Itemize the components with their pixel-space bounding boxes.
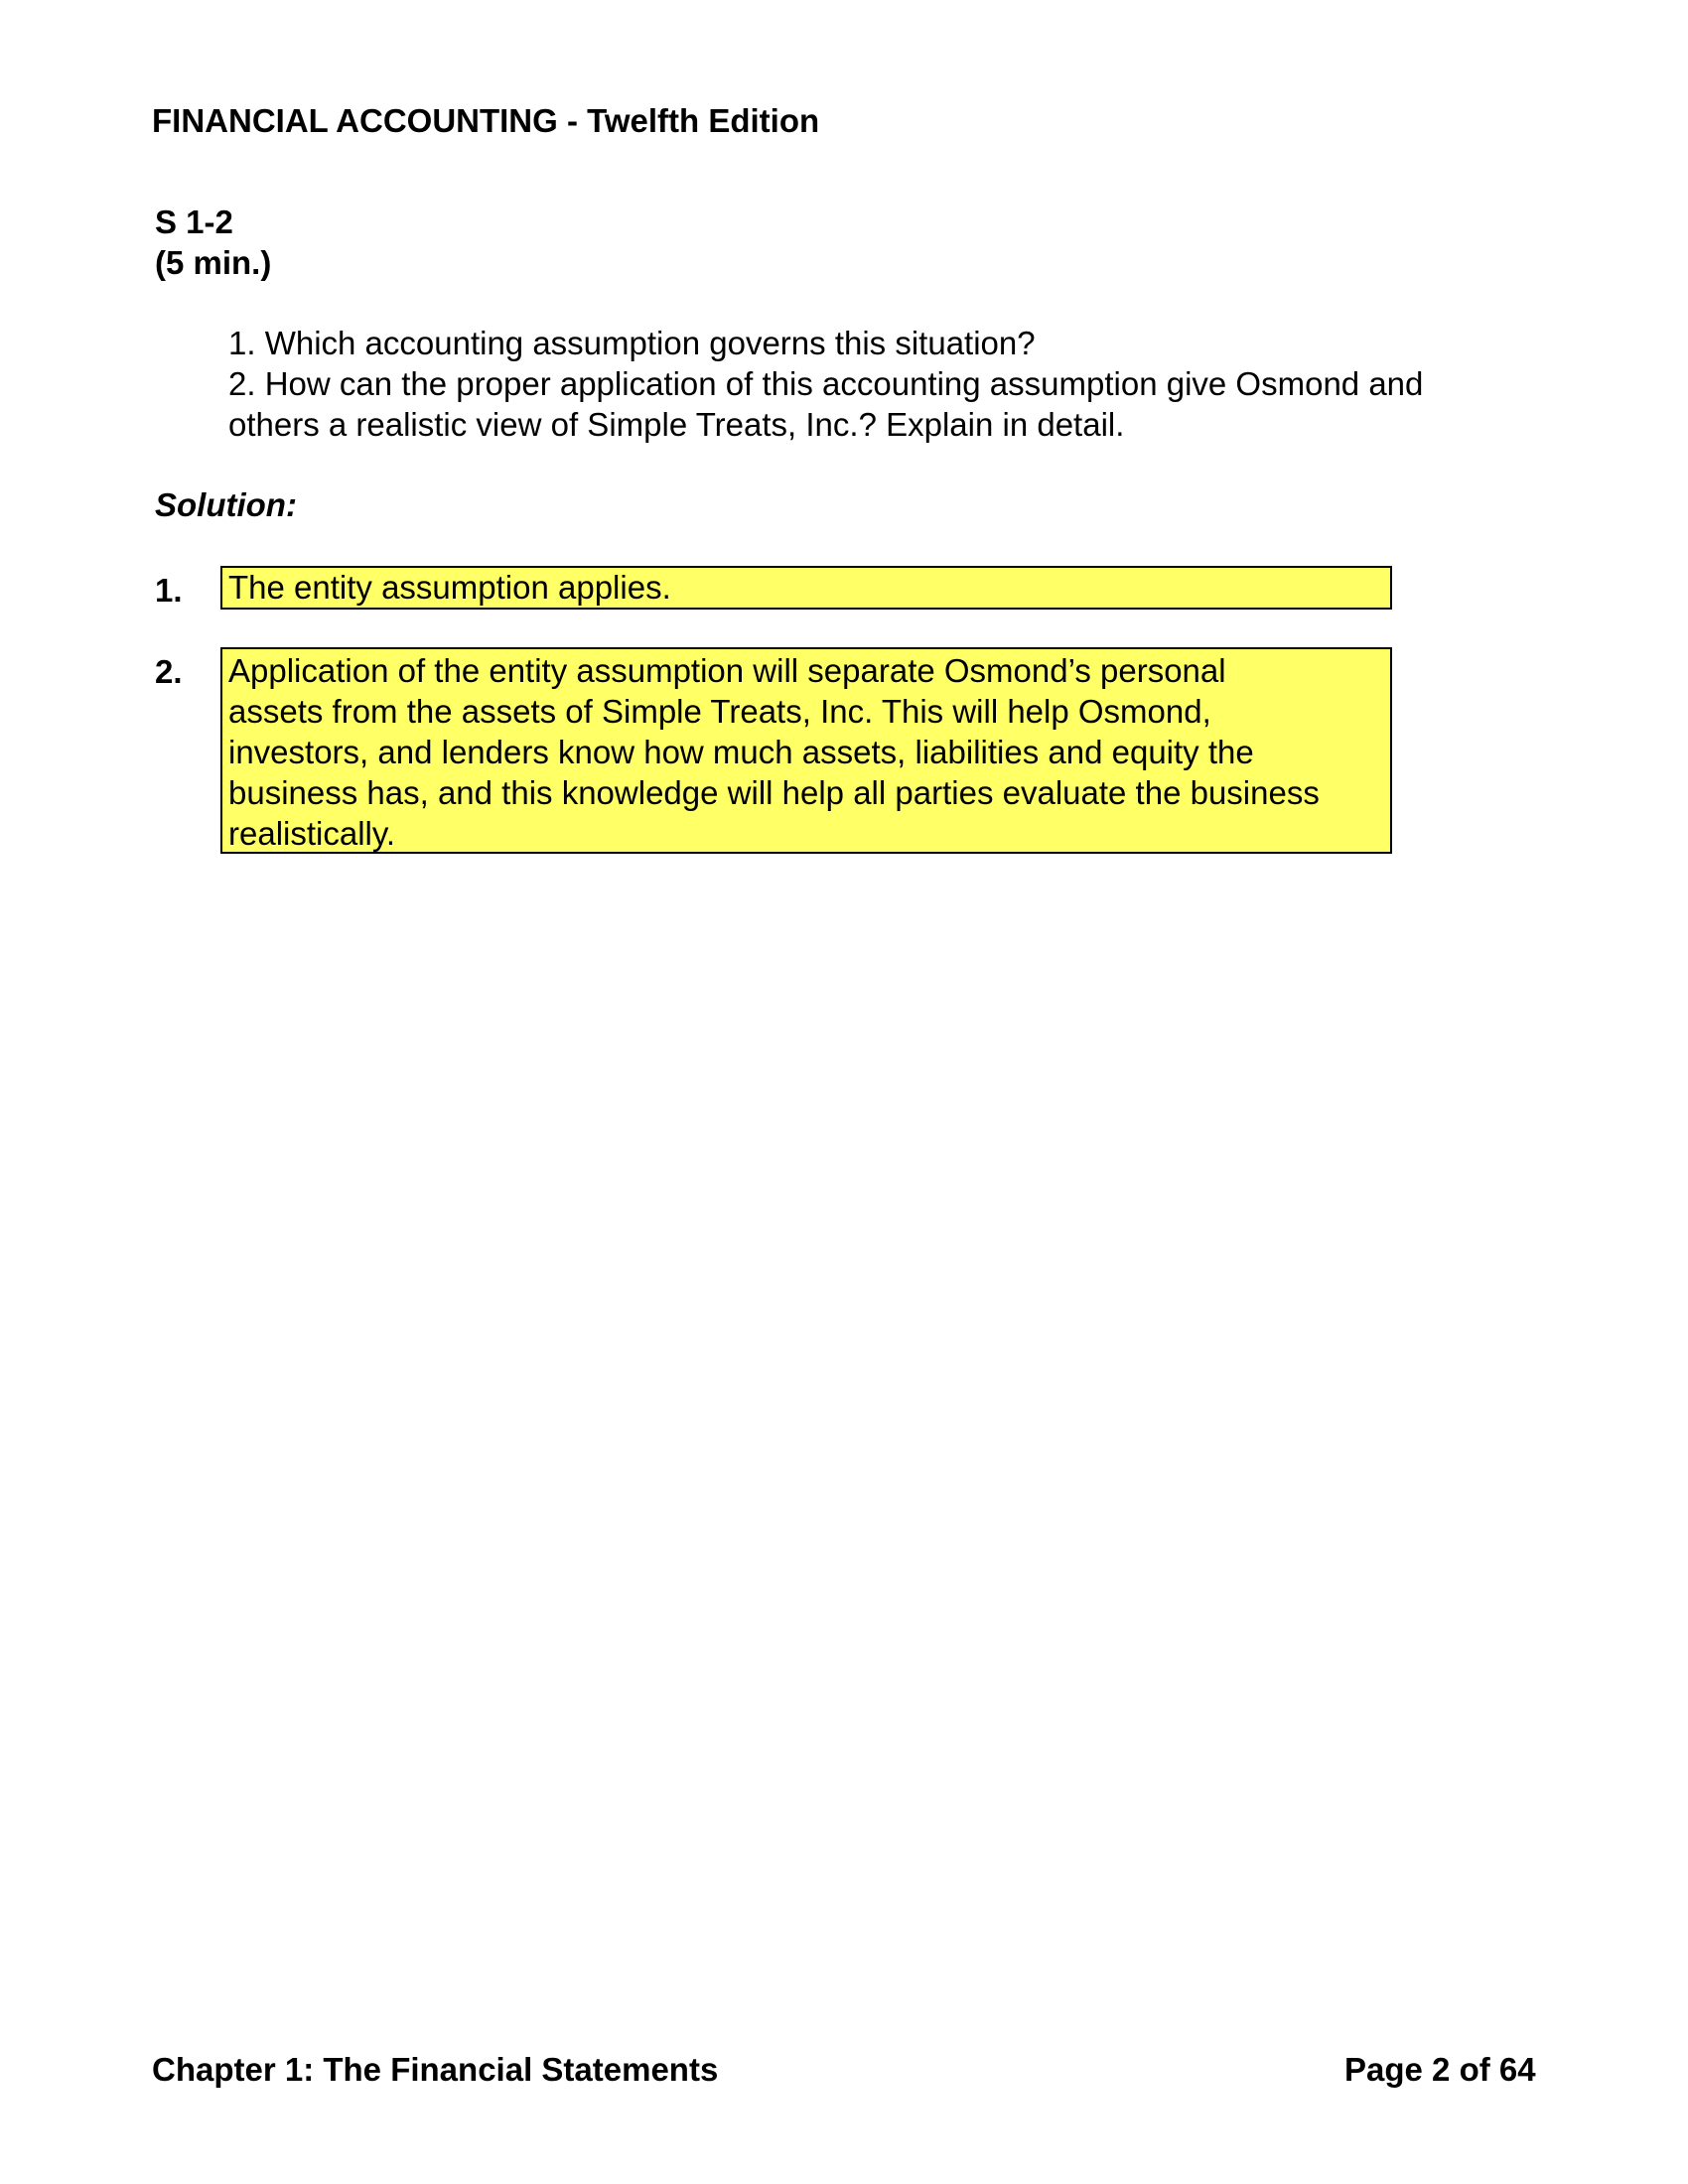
answer-2-line: realistically. [228,815,396,852]
answer-2-line: investors, and lenders know how much assets, liabilities and equity the [228,734,1254,770]
footer-page-number: Page 2 of 64 [1344,2051,1536,2088]
footer-chapter: Chapter 1: The Financial Statements [152,2051,719,2088]
document-header-title: FINANCIAL ACCOUNTING - Twelfth Edition [152,102,820,139]
answer-2-number: 2. [155,653,183,690]
answer-1-box [220,566,1392,610]
answer-2-box [220,647,1392,854]
question-2-line-2: others a realistic view of Simple Treats, Inc.? Explain in detail. [228,406,1125,443]
answer-2-line: assets from the assets of Simple Treats, Inc. This will help Osmond, [228,693,1211,730]
answer-1-line: The entity assumption applies. [228,569,671,606]
question-1: 1. Which accounting assumption governs this situation? [228,325,1036,361]
answer-2-line: Application of the entity assumption will separate Osmond’s personal [228,652,1226,689]
answer-1-number: 1. [155,572,183,609]
solution-heading: Solution: [155,486,297,523]
exercise-id: S 1-2 [155,204,233,240]
question-2-line-1: 2. How can the proper application of this accounting assumption give Osmond and [228,365,1424,402]
answer-2-line: business has, and this knowledge will help all parties evaluate the business [228,774,1320,811]
exercise-time: (5 min.) [155,244,272,281]
